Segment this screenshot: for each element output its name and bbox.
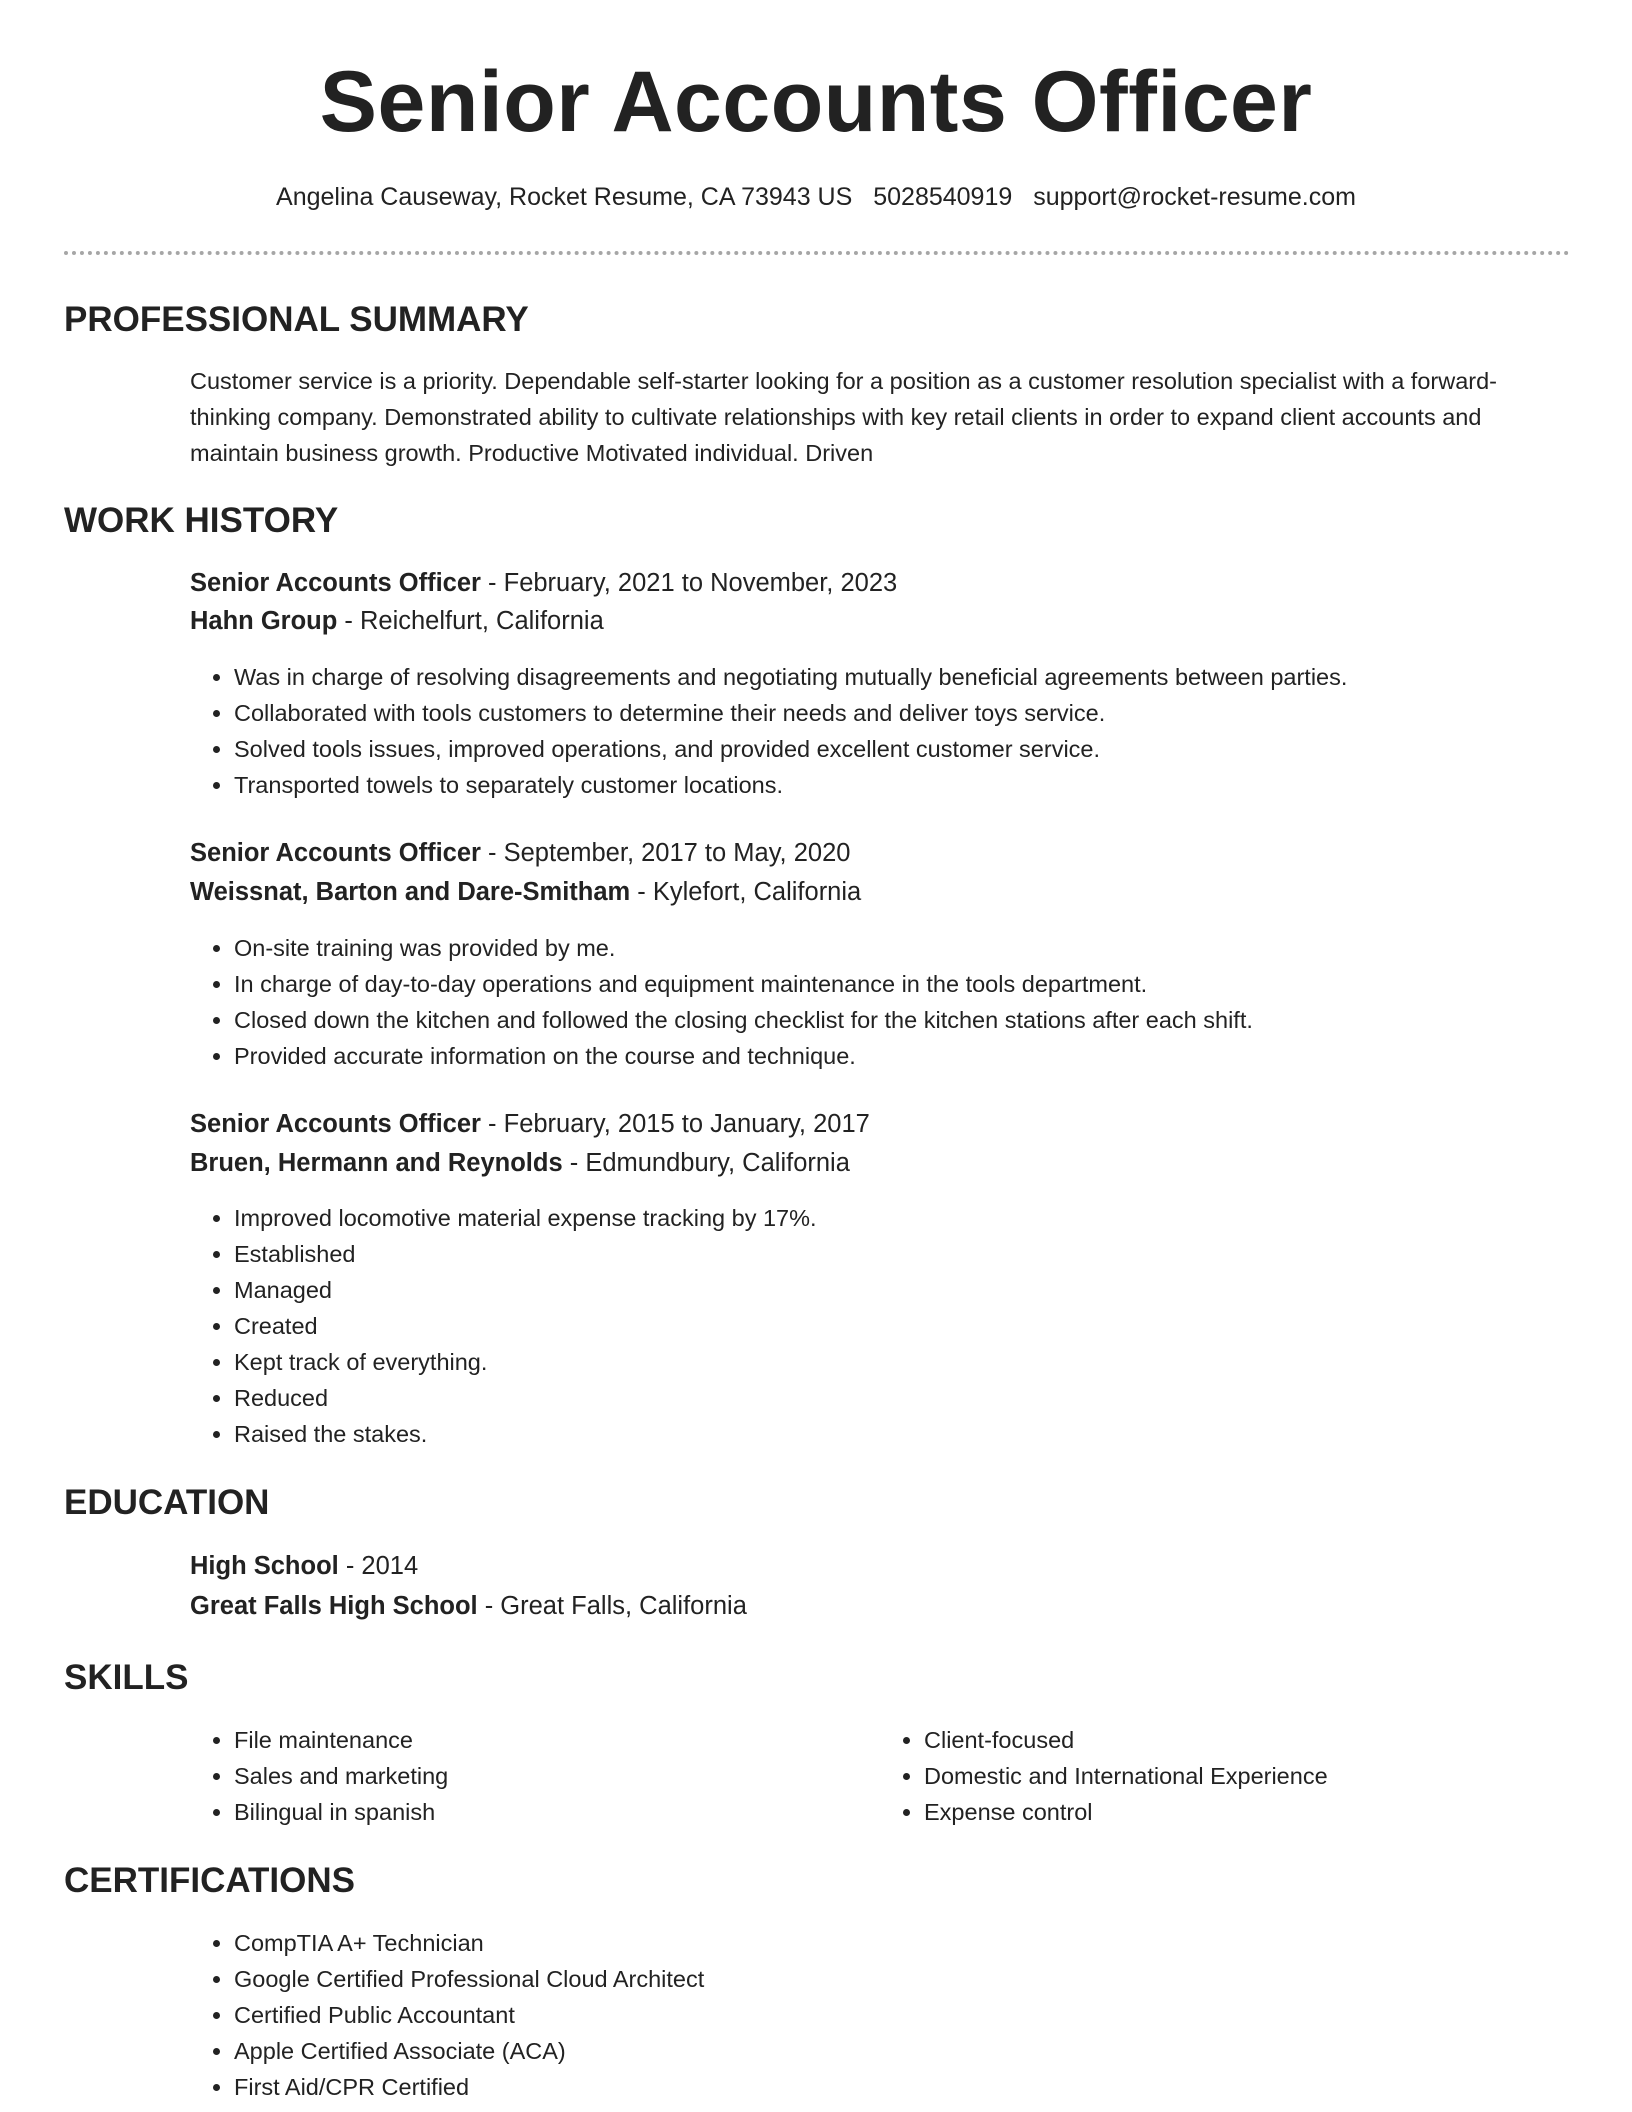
job-location: - Kylefort, California xyxy=(630,878,862,906)
job-company-line xyxy=(190,603,604,639)
summary-text: Customer service is a priority. Dependable self-starter looking for a position as a customer resolution specialist with a forward-thinking company. Demonstrated ability to cultivate relationships with key retail clients in order to expand client accounts and maintain business growth. Productive Motivated individual. Driven xyxy=(190,368,1497,466)
list-item: • Kept track of everything. xyxy=(234,1344,817,1380)
list-item: • CompTIA A+ Technician xyxy=(234,1925,704,1961)
list-item: • Expense control xyxy=(924,1794,1570,1830)
education-degree-line xyxy=(190,1548,418,1584)
job-title-line xyxy=(190,835,850,871)
education-degree: High School xyxy=(190,1552,339,1580)
list-item: • Created xyxy=(234,1308,817,1344)
job-company: Bruen, Hermann and Reynolds xyxy=(190,1149,563,1177)
education-school: Great Falls High School xyxy=(190,1592,478,1620)
contact-line xyxy=(0,180,1632,214)
list-item: • Improved locomotive material expense tracking by 17%. xyxy=(234,1200,817,1236)
job-role: Senior Accounts Officer xyxy=(190,1110,481,1138)
list-item: • Certified Public Accountant xyxy=(234,1997,704,2033)
job-role: Senior Accounts Officer xyxy=(190,569,481,597)
list-item: • Domestic and International Experience xyxy=(924,1758,1570,1794)
job-company-line xyxy=(190,1145,850,1181)
list-item: • Managed xyxy=(234,1272,817,1308)
list-item: • Apple Certified Associate (ACA) xyxy=(234,2033,704,2069)
certifications-list xyxy=(190,1925,704,2105)
education-school-line xyxy=(190,1588,747,1624)
job-dates: - February, 2015 to January, 2017 xyxy=(480,1110,870,1138)
list-item: • Reduced xyxy=(234,1380,817,1416)
job-location: - Edmundbury, California xyxy=(562,1149,850,1177)
education-heading: EDUCATION xyxy=(64,1483,270,1522)
certifications-heading: CERTIFICATIONS xyxy=(64,1861,356,1900)
list-item: • Solved tools issues, improved operations, and provided excellent customer service. xyxy=(234,731,1347,767)
list-item: • Transported towels to separately customer locations. xyxy=(234,767,1347,803)
job-title-line xyxy=(190,565,897,601)
job-dates: - September, 2017 to May, 2020 xyxy=(480,839,851,867)
summary-heading: PROFESSIONAL SUMMARY xyxy=(64,300,529,339)
skills-grid xyxy=(190,1722,1570,1830)
job-title-line xyxy=(190,1106,870,1142)
education-location: - Great Falls, California xyxy=(477,1592,747,1620)
list-item: • On-site training was provided by me. xyxy=(234,930,1253,966)
job-location: - Reichelfurt, California xyxy=(337,607,604,635)
work-history-heading: WORK HISTORY xyxy=(64,501,339,540)
list-item: • Established xyxy=(234,1236,817,1272)
skills-list-left xyxy=(190,1722,880,1830)
contact-email: support@rocket-resume.com xyxy=(1033,183,1356,211)
education-year: - 2014 xyxy=(338,1552,419,1580)
list-item: • Raised the stakes. xyxy=(234,1416,817,1452)
contact-address: Angelina Causeway, Rocket Resume, CA 73943 US xyxy=(276,183,853,211)
job-duties-list xyxy=(190,930,1253,1074)
list-item: • Closed down the kitchen and followed the closing checklist for the kitchen stations after each shift. xyxy=(234,1002,1253,1038)
skills-list-right xyxy=(880,1722,1570,1830)
job-company: Weissnat, Barton and Dare-Smitham xyxy=(190,878,631,906)
list-item: • Sales and marketing xyxy=(234,1758,880,1794)
resume-title: Senior Accounts Officer xyxy=(319,54,1313,150)
job-company-line xyxy=(190,874,861,910)
list-item: • Google Certified Professional Cloud Architect xyxy=(234,1961,704,1997)
list-item: • Bilingual in spanish xyxy=(234,1794,880,1830)
job-dates: - February, 2021 to November, 2023 xyxy=(480,569,898,597)
job-role: Senior Accounts Officer xyxy=(190,839,481,867)
job-duties-list xyxy=(190,659,1347,803)
list-item: • Collaborated with tools customers to determine their needs and deliver toys service. xyxy=(234,695,1347,731)
contact-phone: 5028540919 xyxy=(873,183,1013,211)
list-item: • First Aid/CPR Certified xyxy=(234,2069,704,2105)
list-item: • Client-focused xyxy=(924,1722,1570,1758)
job-company: Hahn Group xyxy=(190,607,338,635)
job-duties-list xyxy=(190,1200,817,1452)
list-item: • File maintenance xyxy=(234,1722,880,1758)
list-item: • Was in charge of resolving disagreements and negotiating mutually beneficial agreements between parties. xyxy=(234,659,1347,695)
header-divider xyxy=(64,251,1570,255)
list-item: • In charge of day-to-day operations and equipment maintenance in the tools department. xyxy=(234,966,1253,1002)
skills-heading: SKILLS xyxy=(64,1658,189,1697)
list-item: • Provided accurate information on the course and technique. xyxy=(234,1038,1253,1074)
